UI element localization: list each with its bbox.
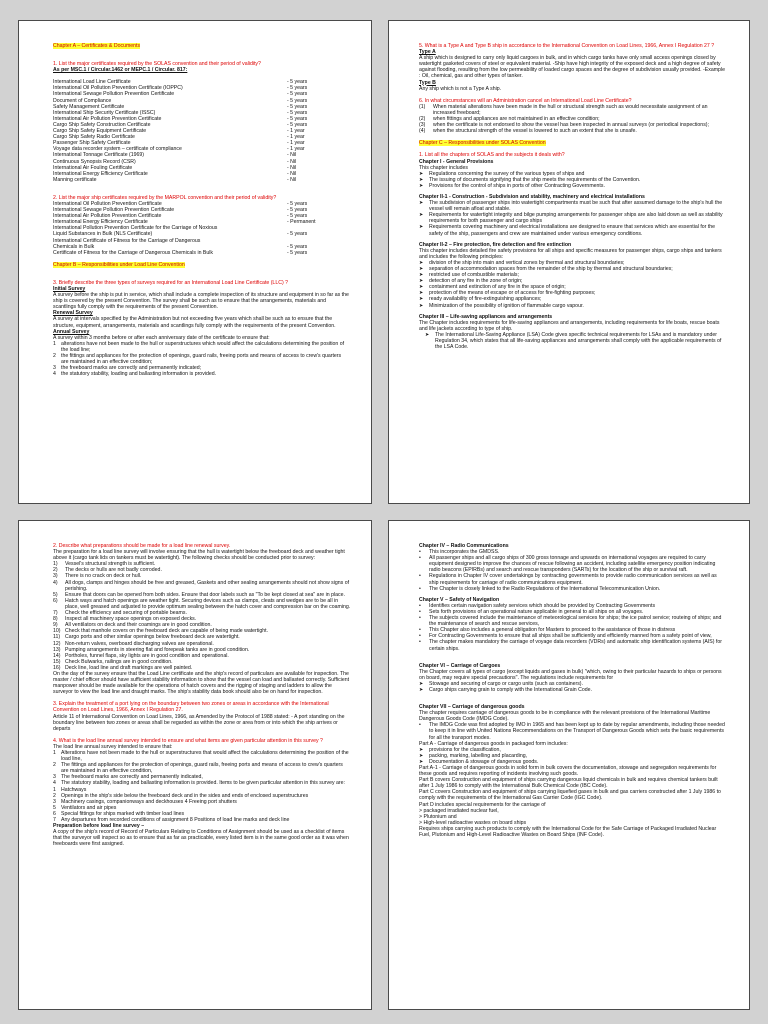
chapter-4-items — [419, 549, 725, 592]
list-marker: 2 — [53, 353, 56, 360]
chapter-7-text: The chapter requires carriage of dangerous goods to be in compliance with the relevant provisions of the International Maritime Dangerous Goods Code (IMDG Code). — [419, 710, 711, 723]
list-marker: 12) — [53, 640, 61, 647]
document-page-3 — [18, 520, 372, 1010]
list-text: The fittings and appliances for the protection of openings, guard rails, freeing ports and means of access to crew's quarters are maintained in an effective condition, — [61, 762, 343, 775]
annual-intro: The load line annual survey intended to ensure that: — [53, 743, 173, 750]
marpol-certificate-list — [53, 201, 349, 256]
certificate-row — [53, 177, 349, 183]
list-text: Non-return valves, overboard discharging valves are operational. — [65, 640, 214, 647]
certificate-name: International Ship Security Certificate (ISSC) — [53, 109, 156, 116]
list-text: Alterations have not been made to the hull or superstructures that would affect the calculations determining the position of the load line, — [61, 750, 349, 763]
part-a1-text: Part A-1 - Carriage of dangerous goods in solid form in bulk covers the documentation, stowage and segregation requirements for these goods and requires reporting of incidents involving such goods. — [419, 765, 717, 778]
certificate-name: Document of Compliance — [53, 97, 112, 104]
certificate-name: Safety Management Certificate — [53, 103, 125, 110]
list-text: Requirements covering machinery and electrical installations are designed to ensure that services which are essential for the safety of the ship, passengers and crew are maintained under various emergency conditions. — [429, 224, 716, 237]
certificate-validity: - 5 years — [287, 200, 308, 207]
certificate-name: International Oil Pollution Prevention Certificate (IOPPC) — [53, 85, 183, 92]
list-text: Check Bulwarks, railings are in good condition. — [65, 658, 173, 665]
question-1: 1. List the major certificates required by the SOLAS convention and their period of validity? — [53, 61, 261, 68]
chapter-7-items — [419, 722, 725, 740]
renewal-prep-checks — [53, 561, 351, 671]
list-text: separation of accommodation spaces from the remainder of the ship by thermal and structural boundaries; — [429, 266, 673, 272]
list-marker: 3 — [53, 365, 56, 372]
list-text: Inspect all machinery space openings on exposed decks. — [65, 616, 197, 623]
certificate-name: Passenger Ship Safety Certificate — [53, 140, 131, 147]
annual-survey-heading: Annual Survey — [53, 328, 90, 335]
chapter-5-items — [419, 603, 725, 652]
list-marker: 13) — [53, 646, 61, 653]
list-text: This Chapter also includes a general obligation for Masters to proceed to the assistance of those in distress — [429, 627, 676, 634]
certificate-validity: - 5 years — [287, 213, 308, 220]
list-text: Ensure that doors can be opened from both sides. Ensure that door labels such as "To be kept closed at sea" are in place. — [65, 591, 345, 598]
list-text: The freeboard marks are correctly and permanently indicated, — [61, 774, 203, 781]
list-text: Hatch ways and hatch openings are weather tight. Securing devices such as clamps, cleats and wedges are to be all in place, well greased and adjusted to provide optimum sealing between the hatch cover and compression bar on the coaming. — [65, 597, 351, 610]
certificate-name: International Load Line Certificate — [53, 79, 131, 86]
list-text: Pumping arrangements in steering flat and forepeak tanks are in good condition. — [65, 646, 250, 653]
list-item: > packaged irradiated nuclear fuel, — [419, 807, 499, 814]
certificate-validity: - 5 years — [287, 79, 308, 86]
part-a-items — [419, 747, 725, 765]
list-marker: • — [419, 585, 421, 592]
chapter-7-heading: Chapter VII – Carriage of dangerous goods — [419, 704, 525, 711]
list-marker: 3 — [53, 798, 56, 805]
list-item — [53, 580, 351, 592]
certificate-name: Certificate of Fitness for the Carriage of Dangerous Chemicals in Bulk — [53, 249, 214, 256]
list-text: The subdivision of passenger ships into watertight compartments must be such that after assumed damage to the ship's hull the vessel will remain afloat and stable. — [429, 200, 723, 213]
list-marker: 8) — [53, 616, 58, 623]
question-6: 6. In what circumstances will an Administration cancel an International Load Line Certificate? — [419, 97, 632, 104]
list-text: Openings in the ship's side below the freeboard deck and in the sides and ends of enclosed superstructures — [61, 792, 309, 799]
question-5: 5. What is a Type A and Type B ship in accordance to the International Convention on Load Lines, 1966, Annex I Regulation 27 ? — [419, 43, 715, 49]
certificate-validity: - Nil — [287, 152, 297, 159]
question-2: 2. List the major ship certificates required by the MARPOL convention and their period of validity? — [53, 194, 277, 201]
certificate-name: Cargo Ship Safety Construction Certificate — [53, 121, 151, 128]
list-item — [419, 586, 725, 592]
certificate-name: Cargo Ship Safety Equipment Certificate — [53, 128, 147, 135]
list-marker: 3) — [53, 573, 58, 580]
solas-certificate-list — [53, 79, 349, 183]
list-text: Documentation & stowage of dangerous goods. — [429, 758, 539, 765]
list-marker: • — [419, 549, 421, 556]
list-marker: • — [419, 722, 421, 729]
certificate-validity: - 5 years — [287, 85, 308, 92]
list-text: the statutory stability, loading and ballasting information is provided. — [61, 371, 217, 378]
list-item — [419, 639, 725, 651]
chapter-2-2-items — [419, 260, 725, 309]
certificate-name: International Air Fouling Certificate — [53, 164, 133, 171]
certificate-name: International Certificate of Fitness for the Carriage of Dangerous — [53, 237, 201, 244]
chapter-2-2-intro: This chapter includes detailed fire safety provisions for all ships and specific measures for passenger ships, cargo ships and tankers and includes the following principles: — [419, 247, 722, 260]
list-text: when the structural strength of the vessel is lowered to such an extent that she is unsafe. — [433, 128, 637, 135]
list-marker: 1 — [53, 786, 56, 793]
list-marker: ➤ — [419, 290, 424, 297]
list-marker: • — [419, 602, 421, 609]
list-item — [419, 573, 725, 585]
list-text: Minimization of the possibility of ignition of flammable cargo vapour. — [429, 302, 584, 309]
certificate-validity: - 5 years — [287, 207, 308, 214]
certificate-validity: - Nil — [287, 170, 297, 177]
chapter-b-heading: Chapter B – Responsibilities under Load Line Convention — [53, 261, 185, 268]
certificate-name: International Pollution Prevention Certificate for the Carriage of Noxious — [53, 225, 218, 232]
list-item — [419, 722, 725, 740]
list-marker: 14) — [53, 652, 61, 659]
list-text: The chapter makes mandatory the carriage of voyage data recorders (VDRs) and automatic ship identification systems (AIS) for certain ships. — [429, 639, 722, 652]
list-marker: • — [419, 615, 421, 622]
list-marker: 2) — [53, 567, 58, 574]
chapter-1-intro: This chapter includes — [419, 164, 469, 171]
list-text: packing, marking, labelling and placarding, — [429, 752, 528, 759]
list-marker: ➤ — [419, 272, 424, 279]
list-marker: • — [419, 627, 421, 634]
port-boundary-text: Article 11 of International Convention on Load Lines, 1966, as Amended by the Protocol of 1988 stated: - A port standing on the boundary line between two zones or areas shall be regarded as within the zone or area from or into which the ship arrives or departs — [53, 713, 345, 732]
type-b-heading: Type B — [419, 79, 436, 86]
chapter-6-text: The Chapter covers all types of cargo (except liquids and gases in bulk) "which, owing to their particular hazards to ships or persons on board, may require special precautions". The regulations include requirements for — [419, 668, 722, 681]
list-text: This incorporates the GMDSS. — [429, 549, 500, 556]
initial-survey-heading: Initial Survey — [53, 286, 86, 292]
list-marker: 1 — [53, 750, 56, 756]
list-text: Regulations in Chapter IV cover undertakings by contracting governments to provide radio communication services as well as ship requirements for carriage of radio communications equipment. — [429, 573, 717, 586]
list-text: alterations have not been made to the hull or superstructures which would affect the calculations determining the position of the load line; — [61, 340, 345, 353]
list-item — [419, 212, 725, 224]
list-marker: ➤ — [419, 752, 424, 759]
list-marker: ➤ — [419, 266, 424, 272]
chapter-c-heading: Chapter C – Responsibilities under SOLAS Convention — [419, 140, 546, 147]
list-text: Stowage and securing of cargo or cargo units (such as containers). — [429, 680, 583, 687]
document-page-1 — [18, 20, 372, 504]
renewal-survey-heading: Renewal Survey — [53, 310, 93, 317]
list-marker: 3 — [53, 774, 56, 781]
certificate-row — [53, 250, 349, 256]
part-d-requirement: Requires ships carrying such products to comply with the International Code for the Safe Carriage of Packaged Irradiated Nuclear Fuel, Plutonium and High-Level Radioactive Wastes on Board Ships (INF Code). — [419, 825, 717, 839]
chapter-3-heading: Chapter III – Life-saving appliances and arrangements — [419, 313, 553, 320]
certificate-validity: - 5 years — [287, 249, 308, 256]
list-item — [419, 332, 725, 350]
renewal-prep-outro: On the day of the survey ensure that the Load Line certificate and the ship's record of particulars are available for inspection. The master / chief officer should have sufficient stability information to show that the vessel can load and ballasted correctly. Sufficient manpower should be made available for the operations of hatch covers and the rigging of staging and ladders to allow the surveyor to view the load line and draught marks. The ship's stability data book should also be on hand for inspection. — [53, 670, 350, 696]
list-marker: ➤ — [419, 259, 424, 266]
question-1-reference: As per MSC.1 / Circular.1462 or MEPC.1 / Circular. 817: — [53, 67, 188, 74]
type-b-text: Any ship which is not a Type A ship. — [419, 85, 502, 92]
list-text: Identifies certain navigation safety services which should be provided by Contracting Governments — [429, 602, 656, 609]
list-text: when fittings and appliances are not maintained in an effective condition; — [433, 116, 600, 123]
list-text: Any departures from recorded conditions of assignment 8 Positions of load line marks and deck line — [61, 817, 290, 824]
list-text: Deck line, load line and draft markings are well painted. — [65, 664, 193, 671]
list-text: protection of the means of escape or of access for fire-fighting purposes; — [429, 290, 596, 297]
list-text: The issuing of documents signifying that the ship meets the requirements of the Convention. — [429, 176, 641, 183]
certificate-name: Voyage data recorder system – certificate of compliance — [53, 146, 182, 153]
list-item — [419, 687, 725, 693]
document-page-4 — [388, 520, 750, 1010]
list-text: Machinery casings, companionways and deckhouses 4 Freeing port shutters — [61, 798, 237, 805]
list-text: Requirements for watertight integrity and bilge pumping arrangements for passenger ships are also laid down as well as stability requirements for both passenger and cargo ships — [429, 212, 723, 225]
list-marker: 2 — [53, 792, 56, 799]
list-marker: (1) — [419, 103, 426, 110]
list-text: Vessel's structural strength is sufficient. — [65, 561, 156, 568]
list-marker: • — [419, 573, 421, 580]
chapter-2-2-heading: Chapter II-2 – Fire protection, fire detection and fire extinction — [419, 241, 572, 248]
certificate-name: International Energy Efficiency Certificate — [53, 170, 148, 177]
certificate-validity: - 5 years — [287, 243, 308, 250]
list-item: > High-level radioactive wastes on board ships — [419, 819, 527, 826]
list-text: All dogs, clamps and hinges should be free and greased, Gaskets and other sealing arrangements should not show signs of perishing. — [65, 579, 350, 592]
cancellation-conditions — [419, 104, 725, 134]
type-a-heading: Type A — [419, 49, 436, 56]
list-marker: 6 — [53, 810, 56, 817]
list-marker: 1) — [53, 561, 58, 568]
certificate-name: International Energy Efficiency Certificate — [53, 219, 148, 226]
list-item — [53, 598, 351, 610]
list-marker: 1 — [53, 340, 56, 347]
list-marker: 5 — [53, 804, 56, 811]
list-marker: ➤ — [419, 758, 424, 765]
part-d-items — [419, 808, 725, 826]
certificate-validity: - 1 year — [287, 146, 305, 153]
list-text: The Chapter is closely linked to the Radio Regulations of the International Telecommunication Union. — [429, 585, 661, 592]
list-marker: ➤ — [419, 302, 424, 309]
certificate-validity: - 5 years — [287, 91, 308, 98]
certificate-name: Continuous Synopsis Record (CSR) — [53, 158, 136, 165]
list-text: The subjects covered include the maintenance of meteorological services for ships; the ice patrol service; routeing of ships; and the maintenance of search and rescue services, — [429, 615, 722, 628]
list-marker: ➤ — [425, 331, 430, 338]
list-marker: 5) — [53, 591, 58, 598]
chapter-4-heading: Chapter IV – Radio Communications — [419, 543, 509, 549]
list-marker: • — [419, 639, 421, 646]
list-marker: ➤ — [419, 212, 424, 219]
list-marker: 2 — [53, 762, 56, 769]
chapter-3-items — [419, 332, 725, 350]
chapter-6-heading: Chapter VI – Carriage of Cargoes — [419, 662, 501, 669]
certificate-validity: - 5 years — [287, 97, 308, 104]
certificate-name: International Air Pollution Prevention Certificate — [53, 115, 162, 122]
chapter-6-items — [419, 681, 725, 693]
certificate-validity: - Nil — [287, 158, 297, 165]
list-marker: ➤ — [419, 296, 424, 303]
list-text: All passenger ships and all cargo ships of 300 gross tonnage and upwards on international voyages are required to carry equipment designed to improve the chances of rescue following an accident, including satellite emergency position indicating radio beacons (EPIRBs) and search and rescue transponders (SARTs) for the location of the ship or survival raft. — [429, 555, 716, 574]
list-text: Special fittings for ships marked with timber load lines — [61, 810, 185, 817]
renewal-survey-text: A survey at intervals specified by the Administration but not exceeding five years which shall be such as to ensure that the structure, equipment, arrangements, materials and scantlings fully comply with the requirements of the present Convention. — [53, 316, 336, 329]
list-marker: ➤ — [419, 182, 424, 189]
list-text: Check the efficiency and securing of portable beams. — [65, 610, 187, 617]
list-marker: ➤ — [419, 686, 424, 693]
list-marker: ➤ — [419, 200, 424, 207]
list-text: There is no crack on deck or hull. — [65, 573, 142, 580]
list-item — [419, 224, 725, 236]
annual-survey-items — [53, 341, 349, 378]
list-text: Cargo ships carrying grain to comply with the International Grain Code. — [429, 686, 592, 693]
preparation-heading: Preparation before load line survey – — [53, 823, 145, 830]
list-item — [419, 200, 725, 212]
list-text: All ventilators on deck and their coamings are in good condition. — [65, 622, 212, 629]
initial-survey-text: A survey before the ship is put in service, which shall include a complete inspection of its structure and equipment in so far as the ship is covered by the present Convention. The survey shall be such as to ensure that the arrangements, materials and scantlings fully comply with the requirements of the present Convention. — [53, 292, 349, 311]
list-marker: • — [419, 633, 421, 640]
list-text: For Contracting Governments to ensure that all ships shall be sufficiently and efficiently manned from a safety point of view, — [429, 633, 712, 640]
question-3-port: 3. Explain the treatment of a port lying on the boundary between two zones or areas in accordance with the International Convention on Load Lines, 1966, Annex I Regulation 27. — [53, 701, 329, 714]
annual-items — [53, 750, 351, 823]
list-item — [419, 183, 725, 189]
certificate-name: International Oil Pollution Prevention Certificate — [53, 200, 162, 207]
list-text: Sets forth provisions of an operational nature applicable in general to all ships on all voyages. — [429, 608, 644, 615]
list-marker: 4 — [53, 371, 56, 378]
list-marker: 6) — [53, 597, 58, 604]
list-item — [419, 104, 725, 116]
list-text: The International Life-Saving Appliance (LSA) Code gives specific technical requirements for LSAs and is mandatory under Regulation 34, which states that all life-saving appliances and arrangements shall comply with the applicable requirements of the LSA Code. — [435, 331, 722, 351]
part-c-text: Part C covers Construction and equipment of ships carrying liquefied gases in bulk and gas carriers constructed after 1 July 1986 to comply with the requirements of the International Gas Carrier Code (IGC Code). — [419, 789, 721, 802]
certificate-validity: - Permanent — [287, 219, 316, 226]
list-text: Ventilators and air pipes — [61, 804, 117, 811]
question-2-renewal: 2. Describe what preparations should be made for a load line renewal survey. — [53, 543, 231, 549]
list-text: When material alterations have been made in the hull or structural strength such as would necessitate assignment of an increased freeboard; — [433, 103, 708, 116]
certificate-name: Manning certificate — [53, 176, 97, 183]
list-text: The IMDG Code was first adopted by IMO in 1965 and has been kept up to date by regular amendments, including those needed to keep it in line with United Nations Recommendations on the Transport of Dangerous Goods which sets the basic requirements for all the transport modes. — [429, 722, 725, 741]
chapter-5-heading: Chapter V – Safety of Navigation — [419, 596, 500, 603]
list-marker: ➤ — [419, 680, 424, 687]
list-item: > Plutonium and — [419, 813, 457, 820]
certificate-name: Chemicals in Bulk — [53, 243, 95, 250]
list-marker: 11) — [53, 634, 61, 641]
certificate-name: International Sewage Pollution Prevention Certificate — [53, 91, 175, 98]
certificate-validity: - Nil — [287, 176, 297, 183]
certificate-name: Cargo Ship Safety Radio Certificate — [53, 134, 135, 141]
question-4-annual: 4. What is the load line annual survey intended to ensure and what items are given particular attention in this survey ? — [53, 737, 323, 744]
list-marker: ➤ — [419, 284, 424, 291]
list-marker: 15) — [53, 658, 61, 665]
list-marker: 9) — [53, 622, 58, 629]
chapter-3-intro: The Chapter includes requirements for life-saving appliances and arrangements, including requirements for life boats, rescue boats and life jackets according to type of ship. — [419, 319, 720, 332]
list-marker: ➤ — [419, 170, 424, 177]
list-marker: ➤ — [419, 176, 424, 183]
certificate-validity: - 1 year — [287, 134, 305, 141]
list-item — [53, 341, 349, 353]
list-text: when the certificate is not endorsed to show the vessel has been inspected in annual surveys (or periodical inspections); — [433, 122, 709, 129]
list-text: Hatchways — [61, 786, 87, 793]
list-marker: • — [419, 555, 421, 562]
part-b-text: Part B covers Construction and equipment of ships carrying dangerous liquid chemicals in bulk and requires chemical tankers built after 1 July 1986 to comply with the International Bulk Chemical Code (IBC Code). — [419, 777, 718, 790]
preparation-text: A copy of the ship's record of Record of Particulars Relating to Conditions of Assignment should be used as a checklist of items that the surveyor will inspect so as to ensure that as far as practicable, every listed item is in the same good order as it was when freeboards were first assigned. — [53, 829, 349, 848]
chapter-1-heading: Chapter I - General Provisions — [419, 158, 494, 165]
document-page-2 — [388, 20, 750, 504]
list-marker: ➤ — [419, 746, 424, 753]
list-text: restricted use of combustible materials; — [429, 272, 519, 279]
list-item — [53, 750, 351, 762]
question-1-solas: 1. List all the chapters of SOLAS and the subjects it deals with? — [419, 152, 565, 159]
list-text: Regulations concerning the survey of the various types of ships and — [429, 170, 585, 177]
list-text: Check that manhole covers on the freeboard deck are capable of being made watertight. — [65, 628, 269, 635]
list-text: Provisions for the control of ships in ports of other Contracting Governments. — [429, 182, 605, 189]
list-marker: 10) — [53, 628, 61, 635]
type-a-text: A ship which is designed to carry only liquid cargoes in bulk, and in which cargo tanks have only small access openings closed by watertight gasketed covers of steel or equivalent material. -Ship have high integrity of the exposed deck and a high degree of safety against flooding, resulting from the low permeability of loaded cargo spaces and the degree of subdivision usually provided. -Example : Oil, chemical, gas and other types of tanker. — [419, 55, 725, 80]
certificate-validity: - 5 years — [287, 121, 308, 128]
list-text: The decks or hulls are not badly corroded. — [65, 567, 162, 574]
list-text: division of the ship into main and vertical zones by thermal and structural boundaries; — [429, 259, 625, 266]
certificate-validity: - 1 year — [287, 128, 305, 135]
question-3: 3. Briefly describe the three types of surveys required for an International Load Line Certificate (LLC) ? — [53, 279, 289, 286]
certificate-validity: - 5 years — [287, 103, 308, 110]
part-d-text: Part D includes special requirements for the carriage of — [419, 801, 546, 808]
annual-survey-text: A survey within 3 months before or after each anniversary date of the certificate to ensure that: — [53, 334, 270, 341]
list-item — [419, 303, 725, 309]
certificate-validity: - 5 years — [287, 231, 308, 238]
list-text: provisions for the classification, — [429, 746, 501, 753]
certificate-name: Liquid Substances in Bulk (NLS Certificate) — [53, 231, 153, 238]
certificate-name: International Air Pollution Prevention Certificate — [53, 213, 162, 220]
list-text: Portholes, funnel flaps, sky lights are in good condition and operational. — [65, 652, 229, 659]
list-marker: • — [419, 608, 421, 615]
list-text: containment and extinction of any fire in the space of origin; — [429, 284, 566, 291]
list-marker: (2) — [419, 116, 426, 123]
certificate-name: International Sewage Pollution Prevention Certificate — [53, 207, 175, 214]
chapter-2-1-heading: Chapter II-1 - Construction - Subdivision and stability, machinery and electrical installations — [419, 193, 645, 200]
list-marker: ➤ — [419, 224, 424, 231]
list-text: Cargo ports and other similar openings below freeboard deck are watertight. — [65, 634, 240, 641]
list-item — [419, 128, 725, 134]
part-a-text: Part A - Carriage of dangerous goods in packaged form includes: — [419, 740, 568, 747]
list-marker: (3) — [419, 122, 426, 129]
list-marker: (4) — [419, 128, 426, 135]
list-text: the fittings and appliances for the protection of openings, guard rails, freeing ports and means of access to crew's quarters are maintained in an effective condition; — [61, 353, 342, 366]
list-item — [53, 762, 351, 774]
list-marker: 7) — [53, 610, 58, 617]
list-marker: 4 — [53, 780, 56, 787]
chapter-2-1-items — [419, 200, 725, 237]
chapter-1-items — [419, 171, 725, 189]
certificate-validity: - 1 year — [287, 140, 305, 147]
certificate-name: International Tonnage Certificate (1969) — [53, 152, 145, 159]
list-marker: 7 — [53, 817, 56, 824]
renewal-prep-intro: The preparation for a load line survey will involve ensuring that the hull is watertight below the freeboard deck and weather tight above it (cargo tank lids on tankers must be watertight). The following checks should be conducted prior to survey: — [53, 549, 345, 562]
certificate-validity: - 5 years — [287, 109, 308, 116]
list-text: ready availability of fire-extinguishing appliances; — [429, 296, 542, 303]
list-text: The statutory stability, loading and ballasting information is provided. Items to be given particular attention in this survey are: — [61, 780, 345, 787]
list-item — [419, 615, 725, 627]
list-item — [53, 353, 349, 365]
list-marker: 4) — [53, 579, 58, 586]
list-text: the freeboard marks are correctly and permanently indicated; — [61, 365, 202, 372]
list-item — [419, 555, 725, 573]
list-marker: 16) — [53, 664, 61, 671]
certificate-validity: - Nil — [287, 164, 297, 171]
chapter-a-heading: Chapter A – Certificates & Documents — [53, 43, 141, 49]
list-text: detection of any fire in the zone of origin; — [429, 278, 523, 285]
list-marker: ➤ — [419, 278, 424, 285]
list-item — [53, 371, 349, 377]
certificate-validity: - 5 years — [287, 115, 308, 122]
